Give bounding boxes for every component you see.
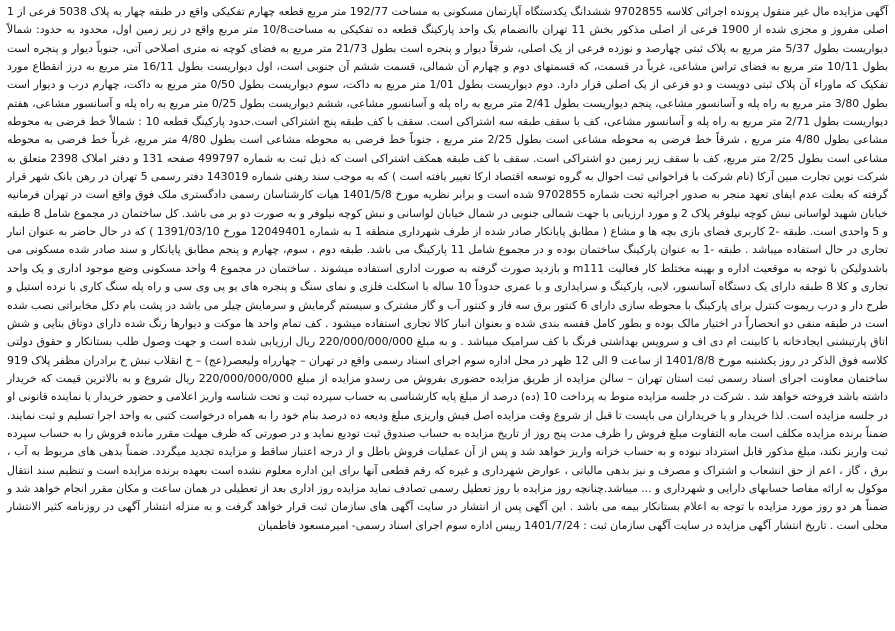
auction-notice-text: آگهی مزایده مال غیر منقول پرونده اجرائی کلاسه 9702855 ششدانگ یکدستگاه آپارتمان مسکونی به مساحت 192/77 متر مربع قطعه چهارم تفکیکی واقع در طبقه چهار به پلاک 5038 فرعی از 1 اصلی مفروز و مجزی شده از 1900 فرعی از اصلی مذکور بخش 11 تهران باانضمام یک واحد پارکینگ قطعه ده تفکیکی به مساحت10/8 متر مربع واقع در زیر زمین اول، محدود به حدود: شمالاً دیواریست بطول 5/37 متر مربع به پلاک ثبتی چهارصد و نوزده فرعی از یک اصلی، شرقاً دیوار و پنجره است بطول 21/73 متر مربع به فضای کوچه نه متری اصلاحی آتی، جنوباً دیوار و پنجره است بطول 10/11 متر مربع به فضای تراس مشاعی، غرباً در قسمت، که قسمتهای دوم و چهارم آن شمالی، قسمت ششم آن جنوبی است، اول دیواریست بطول 16/11 متر مربع به درز انقطاع مورد تفکیک که ماوراء آن پلاک ثبتی دویست و دو فرعی از یک اصلی قرار دارد. دوم دیواریست بطول 1/01 متر مربع به داکت، سوم دیواریست بطول 0/50 متر مربع به داکت، چهارم درب و دیوار است بطول 3/80 متر مربع به راه پله و آسانسور مشاعی، پنجم دیواریست بطول 2/41 متر مربع به راه پله و آسانسور مشاعی، ششم دیواریست بطول 0/25 متر مربع به راه پله و آسانسور مشاعی، هفتم دیواریست بطول 2/71 متر مربع به راه پله و آسانسور مشاعی، کف با سقف طبقه سه اشتراکی است. سقف با کف طبقه پنج اشتراکی است.حدود پارکینگ قطعه 10 : شمالاً خط فرضی به محوطه مشاعی بطول 4/80 متر مربع ، شرقاً خط فرضی به محوطه مشاعی است بطول 2/25 متر مربع ، جنوباً خط فرضی به محوطه مشاعی است بطول 4/80 متر مربع، غرباً خط فرضی به محوطه مشاعی است بطول 2/25 متر مربع، کف با سقف زیر زمین دو اشتراکی است. سقف با کف طبقه همکف اشتراکی است که ذیل ثبت به شماره 499797 صفحه 131 و دفتر املاک 2398 متعلق به شرکت نوین تجارت مبین آرکا (نام شرکت با فراخوانی ثبت احوال به گروه توسعه اقتصاد ارکا تغییر یافته است ) که به موجب سند رهنی شماره 143019 دفتر رسمی 5 تهران در رهن بانک شهر قرار گرفته که بعلت عدم ایفای تعهد منجر به صدور اجرائیه تحت شماره 9702855 شده است و برابر نظریه مورخ 1401/5/8 هیات کارشناسان رسمی دادگستری ملک فوق واقع است در تهران فرمانیه خیابان شهید لواسانی نبش کوچه نیلوفر پلاک 2 و مورد ارزیابی با جهت شمالی جنوبی در شمال خیابان لواسانی و نبش کوچه نیلوفر و به صورت دو بر می باشد. کل ساختمان در مجموع شامل 8 طبقه و 5 واحدی است. طبقه -2 کاربری فضای بازی بچه ها و مشاع ( مطابق پایانکار صادر شده از طرف شهرداری منطقه 1 به شماره 12049401 مورخ 1391/03/10 ) که در حال حاضر به عنوان انبار تجاری در حال استفاده میباشد . طبقه -1 به عنوان پارکینگ ساختمان بوده و در مجموع شامل 11 پارکینگ می باشد. طبقه دوم ، سوم، چهارم و پنجم مطابق پایانکار و سند صادر شده مسکونی می باشدولیکن با توجه به موقعیت اداره و بهینه مختلط کار فعالیت m111 و بازدید صورت گرفته به صورت اداری استفاده میشوند . ساختمان در مجموع 4 واحد مسکونی وضع موجود اداری و یک واحد تجاری و کلا 8 طبقه دارای یک دستگاه آسانسور، لابی، پارکینگ و سرایداری و با عمری حدوداً 10 ساله با اسکلت فلزی و نمای سنگ و پنجره های یو پی وی سی و راه پله سنگ کاری با نرده استیل و طرح دار و درب ریموت کنترل برای پارکینگ با محوطه سازی دارای 6 کنتور برق سه فاز و کنتور آب و گاز مشترک و سیستم گرمایش و سرمایش چیلر می باشد در پشت بام دکل مخابراتی نصب شده است در طبقه منفی دو انحصاراً در اختیار مالک بوده و بطور کامل قفسه بندی شده و بعنوان انبار کالا تجاری استفاده میشود . کف تمام واحد ها موکت و دیوارها رنگ شده دارای دوتاق بنایی و شش اتاق پارتیشنی ایجادخانه با کابینت ام دی اف و سرویس بهداشتی فرنگ با کف سرامیک میباشد . و به مبلغ 220/000/000/000 ریال ارزیابی شده است و جهت وصول طلب بستانکار و حقوق دولتی کلاسه فوق الذکر در روز یکشنبه مورخ 1401/8/8 از ساعت 9 الی 12 ظهر در محل اداره سوم اجرای اسناد رسمی واقع در تهران – چهارراه ولیعصر(عج) – خ انقلاب نبش خ برادران مظفر پلاک 919 ساختمان معاونت اجرای اسناد رسمی ثبت استان تهران – سالن مزایده از طریق مزایده حضوری بفروش می رسدو مزایده از مبلغ 220/000/000/000 ریال شروع و به بالاترین قیمت که خریدار داشته باشد فروخته خواهد شد . شرکت در جلسه مزایده منوط به پرداخت 10 (ده) درصد از مبلغ پایه کارشناسی به حساب سپرده ثبت و تحت شناسه واریز اعلامی و حضور خریدار یا نماینده قانونی او در جلسه مزایده است. لذا خریدار و یا خریداران می بایست تا قبل از شروع وقت مزایده اصل فیش واریزی مبلغ ودیعه ده درصد بنام خود را به همراه درخواست کتبی به واحد اجرا تسلیم و ثبت نمایند. ضمناً برنده مزایده مکلف است مابه التفاوت مبلغ فروش را ظرف مدت پنج روز از تاریخ مزایده به حساب صندوق ثبت تودیع نماید و در صورتی که ظرف مهلت مقرر مانده فروش را به حساب سپرده ثبت واریز نکند، مبلغ مذکور قابل استرداد نبوده و به حساب خزانه واریز خواهد شد و پس از آن عملیات فروش باطل و از درجه اعتبار ساقط و مزایده تجدید میگردد. ضمناً بدهی های مربوط به آب ، برق ، گاز ، اعم از حق انشعاب و اشتراک و مصرف و نیز بدهی مالیاتی ، عوارض شهرداری و غیره که رقم قطعی آنها برای این اداره معلوم نشده است بعهده برنده مزایده است و تنظیم سند انتقال موکول به ارائه مفاصا حسابهای دارایی و شهرداری و ... میباشد.چنانچه روز مزایده با روز تعطیل رسمی تصادف نماید مزایده روز اداری بعد از تعطیلی در همان ساعت و مکان مقرر انجام خواهد شد و ضمناً هر دو روز مورد مزایده با توجه به اعلام بستانکار بیمه می باشد . این آگهی پس از انتشار در سایت آگهی های سازمان ثبت قرار خواهد گرفت و به منزله انتشار آگهی در روزنامه کثیر الانتشار محلی است . تاریخ انتشار آگهی مزایده در سایت آگهی سازمان ثبت : 1401/7/24 رییس اداره سوم اجرای اسناد رسمی- امیرمسعود فاطمیان: [7, 5, 889, 532]
